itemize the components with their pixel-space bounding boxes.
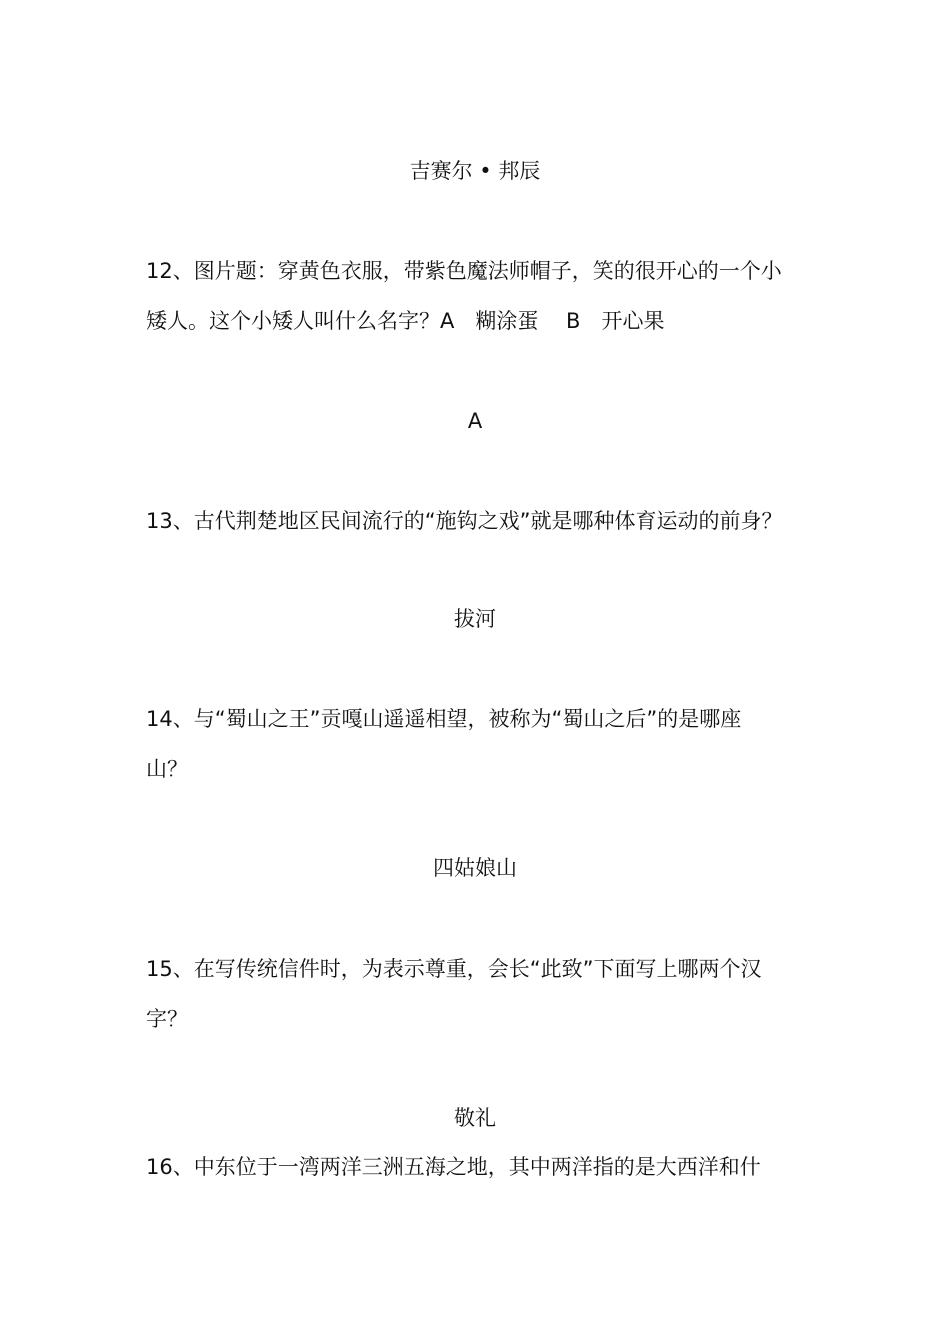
question-13-line-1: 13、古代荆楚地区民间流行的“施钩之戏”就是哪种体育运动的前身？ [146, 509, 783, 533]
question-16-line-1: 16、中东位于一湾两洋三洲五海之地，其中两洋指的是大西洋和什 [146, 1155, 761, 1179]
question-14-line-2: 山？ [146, 757, 188, 781]
question-12-line-2: 矮人。这个小矮人叫什么名字？A 糊涂蛋 B 开心果 [146, 309, 665, 333]
question-15-line-2: 字？ [146, 1007, 188, 1031]
answer-12: A [467, 409, 483, 433]
answer-11: 吉赛尔 • 邦辰 [409, 159, 541, 183]
answer-13: 拔河 [454, 607, 496, 631]
answer-14: 四姑娘山 [433, 856, 517, 880]
answer-15: 敬礼 [454, 1106, 496, 1130]
question-12-line-1: 12、图片题：穿黄色衣服，带紫色魔法师帽子，笑的很开心的一个小 [146, 259, 782, 283]
question-15-line-1: 15、在写传统信件时，为表示尊重，会长“此致”下面写上哪两个汉 [146, 957, 762, 981]
question-14-line-1: 14、与“蜀山之王”贡嘎山遥遥相望，被称为“蜀山之后”的是哪座 [146, 707, 742, 731]
